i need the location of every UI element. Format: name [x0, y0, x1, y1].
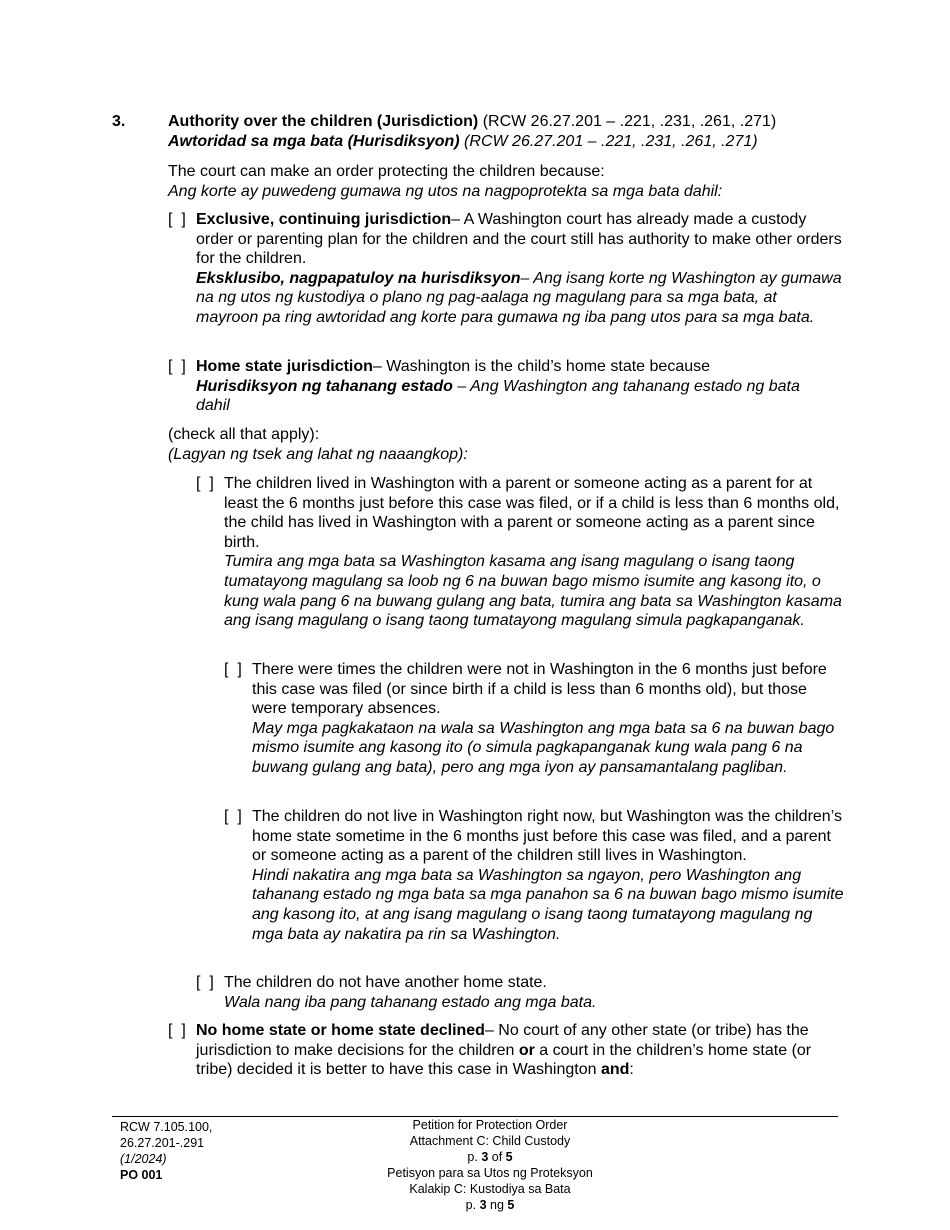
no-other-option — [224, 973, 824, 1012]
footer-page-total-tl: 5 — [507, 1198, 515, 1212]
no-home-text-2: a court in the children’s home state (or tribe) decided it is better to have this case in Washington — [196, 1041, 812, 1079]
footer-left — [120, 1119, 212, 1183]
not-live-checkbox[interactable]: [ ] — [224, 808, 242, 825]
exclusive-option — [196, 210, 842, 328]
home-state-text-tl: – Ang Washington ang tahanang estado ng bata dahil — [196, 377, 800, 415]
section-heading — [168, 112, 848, 151]
lived-checkbox[interactable]: [ ] — [196, 475, 214, 492]
home-state-option — [196, 357, 816, 416]
section-ref-en: (RCW 26.27.201 – .221, .231, .261, .271) — [478, 113, 777, 130]
footer-page-of: of — [488, 1150, 506, 1164]
no-other-text-en: The children do not have another home state. — [224, 974, 547, 991]
temporary-text-tl: May mga pagkakataon na wala sa Washington ang mga bata sa 6 na buwan bago mismo isumite ang kasong ito (o simula pagkapanganak kung wala pang 6 na buwang gulang ang bata), pero ang mga iyon ay pansamantalang pagliban. — [252, 719, 835, 776]
lived-text-en: The children lived in Washington with a parent or someone acting as a parent for at least the 6 months just before this case was filed, or if a child is less than 6 months old, the child has lived in Washington with a parent or someone acting as a parent since birth. — [224, 475, 840, 551]
footer-form-number: PO 001 — [120, 1168, 163, 1182]
no-home-label: No home state or home state declined — [196, 1022, 485, 1039]
footer-title-tl-2: Kalakip C: Kustodiya sa Bata — [409, 1182, 571, 1196]
no-home-option — [196, 1021, 832, 1080]
temporary-checkbox[interactable]: [ ] — [224, 661, 242, 678]
footer-page-ng: ng — [486, 1198, 508, 1212]
no-other-checkbox[interactable]: [ ] — [196, 974, 214, 991]
footer-rcw-2: 26.27.201-.291 — [120, 1136, 205, 1150]
footer-page-tl-prefix: p. — [465, 1198, 480, 1212]
not-live-option — [252, 807, 844, 944]
temporary-text-en: There were times the children were not in Washington in the 6 months just before this case was filed (or since birth if a child is less than 6 months old), but those were temporary absences. — [252, 661, 827, 718]
footer-title-tl-1: Petisyon para sa Utos ng Proteksyon — [387, 1166, 593, 1180]
footer-page-number: 3 — [481, 1150, 489, 1164]
section-number: 3. — [112, 113, 126, 130]
check-all-note — [168, 425, 768, 464]
footer-center — [330, 1117, 650, 1213]
lived-text-tl: Tumira ang mga bata sa Washington kasama ang isang magulang o isang taong tumatayong magulang sa loob ng 6 na buwan bago mismo isumite ang kasong ito, o kung wala pang 6 na buwang gulang ang bata, tumira ang bata sa Washington kasama ang isang magulang o isang taong tumatayong magulang simula pagkapanganak. — [224, 553, 842, 630]
footer-page-number-tl: 3 — [479, 1198, 487, 1212]
no-home-colon: : — [629, 1061, 634, 1079]
footer-rcw-1: RCW 7.105.100, — [120, 1120, 213, 1134]
check-all-tl: (Lagyan ng tsek ang lahat ng naaangkop): — [168, 445, 468, 463]
exclusive-label-tl: Eksklusibo, nagpapatuloy na hurisdiksyon — [196, 269, 521, 287]
footer-page-tl — [330, 1197, 650, 1213]
section-title-en: Authority over the children (Jurisdiction) — [168, 113, 479, 130]
exclusive-text-en: – A Washington court has already made a custody order or parenting plan for the children and the court still has authority to make other orders for the children. — [196, 211, 842, 268]
no-home-or: or — [518, 1041, 535, 1059]
footer-title-en-2: Attachment C: Child Custody — [409, 1134, 571, 1148]
footer-page-en — [330, 1149, 650, 1165]
no-other-text-tl: Wala nang iba pang tahanang estado ang mga bata. — [224, 993, 597, 1011]
footer-date: (1/2024) — [120, 1152, 167, 1166]
home-state-text-en: – Washington is the child’s home state because — [372, 358, 711, 375]
not-live-text-tl: Hindi nakatira ang mga bata sa Washington sa ngayon, pero Washington ang tahanang estado ng mga bata sa mga panahon sa 6 na buwan bago mismo isumite ang kasong ito, at ang isang magulang o isang taong tumatayong magulang ng mga bata ay nakatira pa rin sa Washington. — [252, 866, 844, 943]
not-live-text-en: The children do not live in Washington right now, but Washington was the children’s home state sometime in the 6 months just before this case was filed, and a parent or someone acting as a parent of the children still lives in Washington. — [252, 808, 842, 865]
section-ref-tl: (RCW 26.27.201 – .221, .231, .261, .271) — [459, 132, 758, 150]
intro-en: The court can make an order protecting the children because: — [168, 163, 605, 180]
footer-title-en-1: Petition for Protection Order — [412, 1118, 568, 1132]
exclusive-label-en: Exclusive, continuing jurisdiction — [196, 211, 452, 228]
no-home-checkbox[interactable]: [ ] — [168, 1022, 186, 1039]
exclusive-text-tl: – Ang isang korte ng Washington ay gumawa na ng utos ng kustodiya o plano ng pag-aalaga ng magulang para sa mga bata, at mayroon pa ring awtoridad ang korte para gumawa ng iba pang utos para sa mga bata. — [196, 269, 842, 326]
check-all-en: (check all that apply): — [168, 426, 320, 443]
exclusive-checkbox[interactable]: [ ] — [168, 211, 186, 228]
home-state-label-tl: Hurisdiksyon ng tahanang estado — [196, 377, 453, 395]
home-state-label-en: Home state jurisdiction — [196, 358, 373, 375]
intro — [168, 162, 848, 201]
temporary-option — [252, 660, 840, 778]
lived-option — [224, 474, 844, 631]
intro-tl: Ang korte ay puwedeng gumawa ng utos na nagpoprotekta sa mga bata dahil: — [168, 182, 723, 200]
footer-page-en-prefix: p. — [467, 1150, 482, 1164]
no-home-text-1: – No court of any other state (or tribe) has the jurisdiction to make decisions for the children — [196, 1022, 809, 1059]
no-home-and: and — [600, 1061, 630, 1079]
section-title-tl: Awtoridad sa mga bata (Hurisdiksyon) — [168, 132, 460, 150]
home-state-checkbox[interactable]: [ ] — [168, 358, 186, 375]
footer-page-total: 5 — [505, 1150, 513, 1164]
